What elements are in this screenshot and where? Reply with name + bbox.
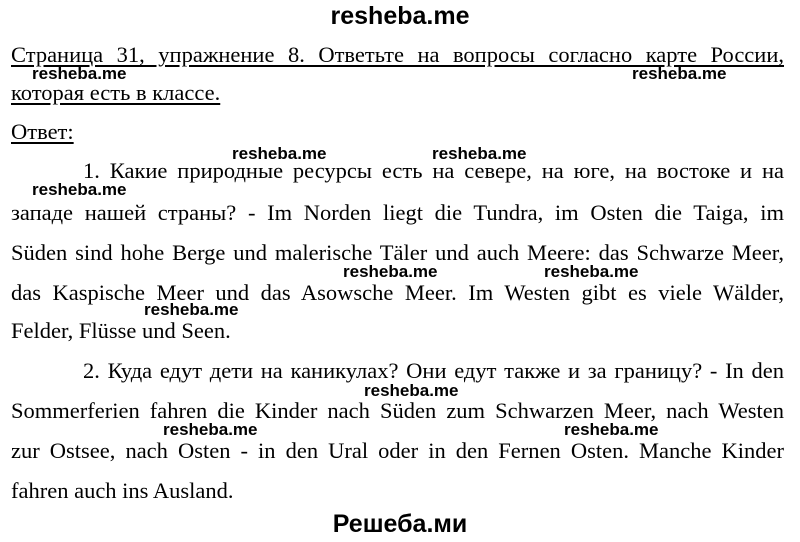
watermark: resheba.me xyxy=(632,64,727,83)
paragraph-2-line-1: 2. Куда едут дети на каникулах? Они едут также и за границу? - In den xyxy=(83,358,784,383)
watermark: resheba.me xyxy=(564,420,659,439)
answer-label: Ответ: xyxy=(11,119,74,144)
site-header: resheba.me xyxy=(330,2,470,30)
paragraph-2-line-3: zur Ostsee, nach Osten - in den Ural oder in den Fernen Osten. Manche Kinder xyxy=(11,438,784,463)
paragraph-2-line-2: Sommerferien fahren die Kinder nach Süden zum Schwarzen Meer, nach Westen xyxy=(11,398,784,423)
paragraph-2-line-4: fahren auch ins Ausland. xyxy=(11,478,234,503)
paragraph-1-line-2: западе нашей страны? - Im Norden liegt die Tundra, im Osten die Taiga, im xyxy=(11,200,784,225)
watermark: resheba.me xyxy=(343,262,438,281)
site-footer: Решеба.ми xyxy=(332,510,468,538)
paragraph-1-line-5: Felder, Flüsse und Seen. xyxy=(11,318,231,343)
watermark: resheba.me xyxy=(232,144,327,163)
watermark: resheba.me xyxy=(163,420,258,439)
watermark: resheba.me xyxy=(544,262,639,281)
paragraph-1-line-1: 1. Какие природные ресурсы есть на севере, на юге, на востоке и на xyxy=(83,158,784,183)
task-line-1: Страница 31, упражнение 8. Ответьте на вопросы согласно карте России, xyxy=(11,42,784,67)
watermark: resheba.me xyxy=(32,64,127,83)
watermark: resheba.me xyxy=(144,300,239,319)
paragraph-1-line-3: Süden sind hohe Berge und malerische Täler und auch Meere: das Schwarze Meer, xyxy=(11,240,784,265)
paragraph-1-line-4: das Kaspische Meer und das Asowsche Meer. Im Westen gibt es viele Wälder, xyxy=(11,280,784,305)
watermark: resheba.me xyxy=(32,180,127,199)
watermark: resheba.me xyxy=(432,144,527,163)
task-line-2: которая есть в классе. xyxy=(11,80,221,105)
watermark: resheba.me xyxy=(364,381,459,400)
